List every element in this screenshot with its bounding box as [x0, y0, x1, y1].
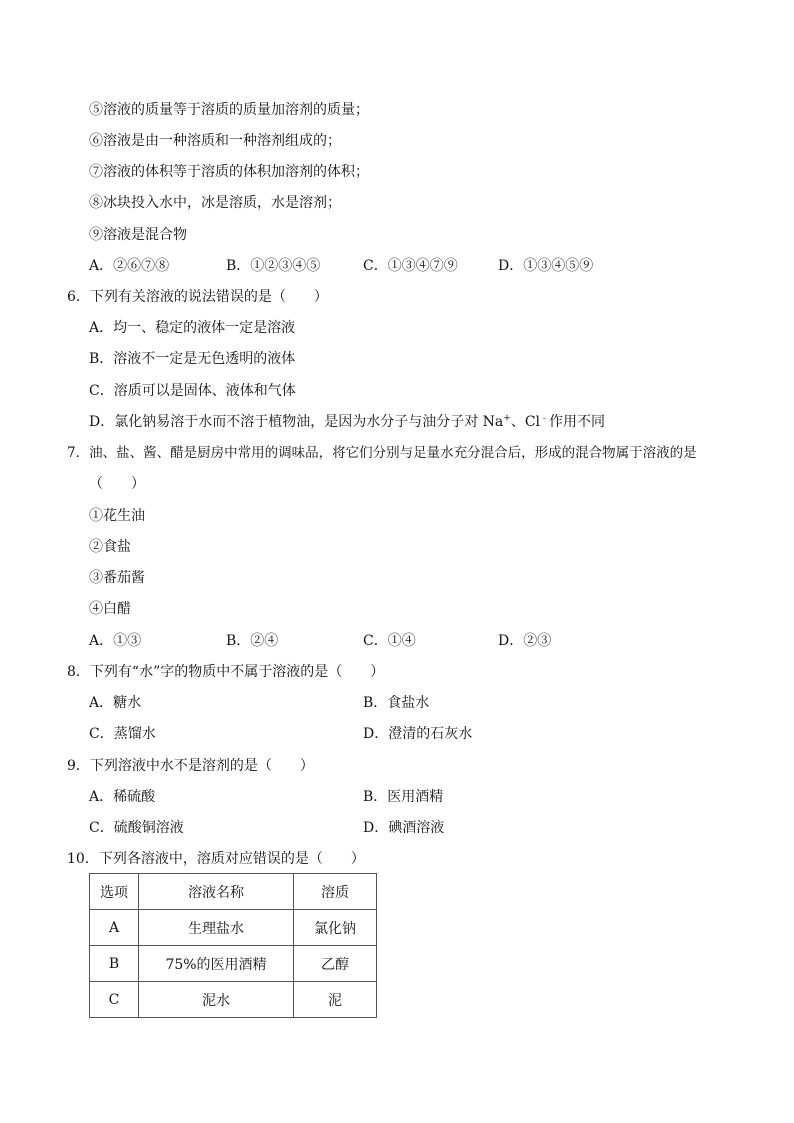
table-cell: B	[90, 946, 139, 982]
table-header-cell: 选项	[90, 874, 139, 910]
q7-item-1: ①花生油	[89, 508, 145, 524]
table-cell: 氯化钠	[294, 910, 377, 946]
q9-option-a: A．稀硫酸	[89, 789, 156, 805]
q7-stem-line1: 7．油、盐、酱、醋是厨房中常用的调味品，将它们分别与足量水充分混合后，形成的混合物属于溶液的是	[67, 445, 697, 461]
q9-stem: 9．下列溶液中水不是溶剂的是（ ）	[67, 758, 314, 774]
q6-option-d-sup2: ﹣	[540, 413, 550, 424]
q9-option-c: C．硫酸铜溶液	[89, 820, 184, 836]
q5-item-9: ⑨溶液是混合物	[89, 227, 187, 243]
q10-stem: 10．下列各溶液中，溶质对应错误的是（ ）	[67, 851, 365, 867]
q8-option-d: D．澄清的石灰水	[363, 726, 473, 742]
q5-item-7: ⑦溶液的体积等于溶质的体积加溶剂的体积；	[89, 164, 369, 180]
q6-stem: 6．下列有关溶液的说法错误的是（ ）	[67, 289, 328, 305]
q6-option-d-mid: 、Cl	[510, 414, 541, 430]
q7-stem-line2: （ ）	[89, 476, 145, 492]
table-cell: 生理盐水	[139, 910, 294, 946]
q7-item-2: ②食盐	[89, 539, 131, 555]
q7-option-a: A．①③	[89, 633, 142, 649]
q7-option-d: D．②③	[498, 633, 552, 649]
table-header-row	[90, 874, 377, 910]
q5-item-5: ⑤溶液的质量等于溶质的质量加溶剂的质量；	[89, 102, 369, 118]
table-cell: A	[90, 910, 139, 946]
q7-option-c: C．①④	[363, 633, 416, 649]
q7-item-3: ③番茄酱	[89, 570, 145, 586]
table-cell: 泥水	[139, 982, 294, 1018]
q6-option-d	[89, 413, 605, 431]
q5-option-b: B．①②③④⑤	[226, 258, 321, 274]
q9-option-d: D．碘酒溶液	[363, 820, 445, 836]
table-row	[90, 982, 377, 1018]
table-cell: 乙醇	[294, 946, 377, 982]
q5-option-d: D．①③④⑤⑨	[498, 258, 594, 274]
table-cell: 75%的医用酒精	[139, 946, 294, 982]
q6-option-d-post: 作用不同	[549, 414, 606, 430]
q5-option-c: C．①③④⑦⑨	[363, 258, 458, 274]
q6-option-a: A．均一、稳定的液体一定是溶液	[89, 320, 296, 336]
q7-option-b: B．②④	[226, 633, 279, 649]
q6-option-b: B．溶液不一定是无色透明的液体	[89, 351, 296, 367]
solute-table	[89, 873, 377, 1018]
table-header-cell: 溶质	[294, 874, 377, 910]
q8-option-c: C．蒸馏水	[89, 726, 156, 742]
q7-item-4: ④白醋	[89, 601, 131, 617]
q6-option-c: C．溶质可以是固体、液体和气体	[89, 383, 296, 399]
q8-option-a: A．糖水	[89, 695, 142, 711]
q6-option-d-sup1: +	[503, 413, 511, 424]
table-row	[90, 910, 377, 946]
q5-item-6: ⑥溶液是由一种溶质和一种溶剂组成的；	[89, 133, 341, 149]
q8-option-b: B．食盐水	[363, 695, 430, 711]
q5-option-a: A．②⑥⑦⑧	[89, 258, 170, 274]
q8-stem: 8．下列有“水”字的物质中不属于溶液的是（ ）	[67, 664, 385, 680]
q6-option-d-pre: D．氯化钠易溶于水而不溶于植物油，是因为水分子与油分子对 Na	[89, 414, 504, 430]
table-cell: 泥	[294, 982, 377, 1018]
q5-item-8: ⑧冰块投入水中，冰是溶质，水是溶剂；	[89, 195, 341, 211]
table-header-cell: 溶液名称	[139, 874, 294, 910]
q9-option-b: B．医用酒精	[363, 789, 444, 805]
table-row	[90, 946, 377, 982]
table-cell: C	[90, 982, 139, 1018]
